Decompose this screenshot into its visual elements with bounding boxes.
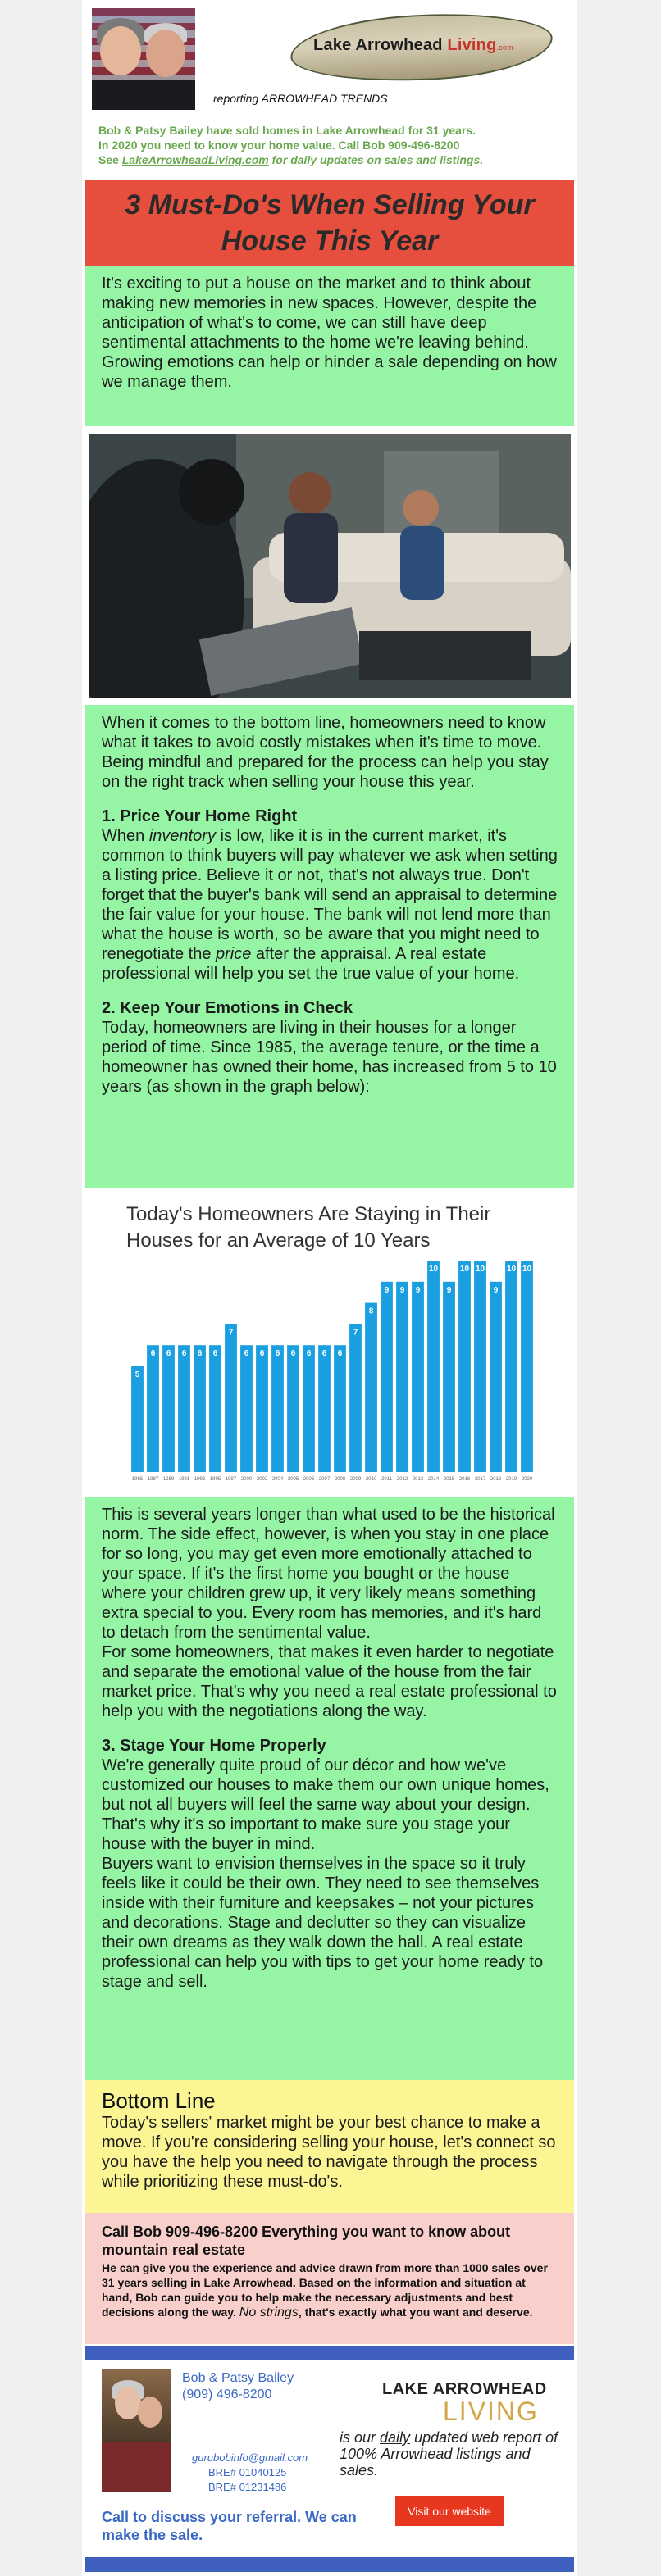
lake-arrowhead-living-logo[interactable]: Lake Arrowhead Living.com — [290, 8, 561, 84]
intro-section — [85, 266, 574, 426]
chart-bar — [474, 1261, 486, 1472]
chart-data-label: 6 — [150, 1349, 156, 1359]
stage-text-2: Buyers want to envision themselves in the space so it truly feels like it could be their own. They need to see themselves inside with their furniture and keepsakes – not your pictures and decorations. Stage and declutter so they can visualize their own dreams as they walk down the hall. A real estate professional can help you with tips to get your home ready to stage and sell. — [102, 1855, 544, 1991]
chart-data-label: 5 — [134, 1370, 140, 1379]
chart-bar — [194, 1345, 206, 1472]
intro-paragraph: It's exciting to put a house on the market and to think about making new memories in new spaces. However, despite the anticipation of what's to come, we can still have deep sentimental attachments to the home we're leaving behind. Growing emotions can help or hinder a sale depending on how we manage them. — [102, 275, 557, 391]
chart-tick-label: 2008 — [334, 1477, 346, 1482]
visit-website-button[interactable]: Visit our website — [395, 2496, 504, 2526]
chart-data-label: 10 — [459, 1265, 470, 1274]
chart-data-label: 10 — [428, 1265, 439, 1274]
chart-data-label: 9 — [493, 1285, 499, 1295]
divider-bar-bottom — [85, 2557, 574, 2572]
chart-bar — [318, 1345, 330, 1472]
chart-data-label: 10 — [475, 1265, 485, 1274]
chart-tick-label: 2006 — [303, 1477, 315, 1482]
chart-bar — [162, 1345, 175, 1472]
couple-meeting-photo — [89, 434, 571, 698]
chart-data-label: 7 — [228, 1328, 234, 1338]
header — [82, 0, 577, 180]
chart-bar — [443, 1282, 455, 1472]
chart-bar — [256, 1345, 268, 1472]
chart-data-label: 6 — [197, 1349, 203, 1359]
chart-bar — [147, 1345, 159, 1472]
chart-tick-label: 1997 — [225, 1477, 237, 1482]
chart-tick-label: 1985 — [131, 1477, 144, 1482]
bottom-line-text: Today's sellers' market might be your best chance to make a move. If you're considering selling your house, let's connect so you have the help you need to navigate through the process while prioritizing these must-do's. — [102, 2114, 556, 2191]
heading-emotions: 2. Keep Your Emotions in Check — [102, 999, 353, 1017]
footer-logo-top: LAKE ARROWHEAD — [382, 2380, 547, 2398]
chart-bar — [303, 1345, 315, 1472]
chart-tick-label: 1987 — [147, 1477, 159, 1482]
chart-bar — [521, 1261, 533, 1472]
chart-bar — [365, 1303, 377, 1472]
bottom-line-intro: When it comes to the bottom line, homeowners need to know what it takes to avoid costly mistakes when it's time to move. Being mindful and prepared for the process can help you stay on the right track when selling your house this year. — [102, 714, 549, 791]
chart-bar — [209, 1345, 221, 1472]
footer-bre-2: BRE# 01231486 — [208, 2481, 287, 2493]
chart-tick-label: 2002 — [256, 1477, 268, 1482]
chart-data-label: 6 — [306, 1349, 312, 1359]
chart-data-label: 6 — [290, 1349, 296, 1359]
chart-data-label: 6 — [337, 1349, 343, 1359]
chart-bar — [225, 1324, 237, 1472]
chart-tick-label: 2014 — [427, 1477, 440, 1482]
tenure-text-1: This is several years longer than what used to be the historical norm. The side effect, however, is when you stay in one place for so long, you may get even more emotionally attached to your space. If it's the first home you bought or the house where your children grew up, it very likely means something extra special to you. Every room has memories, and it's hard to detach from the sentimental value. — [102, 1506, 555, 1642]
bar-chart — [85, 1188, 574, 1492]
chart-bar — [427, 1261, 440, 1472]
main-section-1 — [85, 705, 574, 1188]
chart-data-label: 6 — [244, 1349, 249, 1359]
chart-tick-label: 2005 — [287, 1477, 299, 1482]
chart-bar — [396, 1282, 408, 1472]
footer — [85, 2360, 574, 2556]
chart-tick-label: 2011 — [381, 1477, 392, 1482]
chart-bar — [381, 1282, 393, 1472]
chart-tick-label: 2016 — [458, 1477, 471, 1482]
chart-tick-label: 2012 — [396, 1477, 408, 1482]
chart-data-label: 6 — [166, 1349, 171, 1359]
newsletter — [82, 0, 577, 2576]
chart-bar — [334, 1345, 346, 1472]
chart-title: Today's Homeowners Are Staying in Their Houses for an Average of 10 Years — [126, 1203, 491, 1252]
chart-bar — [131, 1366, 144, 1472]
footer-contact-name: Bob & Patsy Bailey (909) 496-8200 — [182, 2371, 294, 2401]
chart-bar — [271, 1345, 284, 1472]
chart-bar — [287, 1345, 299, 1472]
chart-data-label: 6 — [321, 1349, 327, 1359]
chart-tick-label: 1993 — [194, 1477, 206, 1482]
bottom-line-heading: Bottom Line — [102, 2088, 216, 2113]
chart-data-label: 10 — [522, 1265, 532, 1274]
chart-bar — [412, 1282, 424, 1472]
footer-phone[interactable]: (909) 496-8200 — [182, 2387, 272, 2401]
chart-data-label: 6 — [181, 1349, 187, 1359]
chart-tick-label: 2013 — [412, 1477, 424, 1482]
chart-tick-label: 2015 — [443, 1477, 455, 1482]
chart-tick-label: 2004 — [271, 1477, 284, 1482]
chart-bar — [505, 1261, 517, 1472]
chart-data-label: 9 — [384, 1285, 390, 1295]
chart-bar — [490, 1282, 502, 1472]
contact-heading: Call Bob 909-496-8200 Everything you want to know about mountain real estate — [102, 2224, 511, 2258]
chart-bar — [240, 1345, 253, 1472]
chart-tick-label: 2000 — [240, 1477, 253, 1482]
footer-tagline: is our daily updated web report of 100% Arrowhead listings and sales. — [340, 2429, 558, 2478]
chart-tick-label: 1995 — [209, 1477, 221, 1482]
contact-section — [85, 2213, 574, 2344]
main-section-2 — [85, 1497, 574, 2080]
chart-bar — [178, 1345, 190, 1472]
chart-tick-label: 2017 — [474, 1477, 486, 1482]
contact-text: He can give you the experience and advice drawn from more than 1000 sales over 31 years selling in Lake Arrowhead. Based on the information and situation at hand, Bob can guide you to help make the necessary adjustments and best decisions along the way. No strings, that's exactly what you want and deserve. — [102, 2261, 548, 2319]
footer-logo-bottom: LIVING — [443, 2397, 539, 2426]
chart-tick-label: 2009 — [349, 1477, 362, 1482]
chart-bar — [349, 1324, 362, 1472]
tenure-chart — [85, 1188, 574, 1492]
chart-data-label: 6 — [259, 1349, 265, 1359]
chart-tick-label: 2007 — [318, 1477, 330, 1482]
chart-data-label: 9 — [415, 1285, 421, 1295]
footer-call-text: Call to discuss your referral. We can make the sale. — [102, 2509, 357, 2543]
chart-data-label: 8 — [368, 1306, 374, 1316]
bailey-photo — [92, 8, 195, 110]
chart-data-label: 6 — [212, 1349, 218, 1359]
footer-bre-1: BRE# 01040125 — [208, 2466, 287, 2478]
website-link[interactable]: LakeArrowheadLiving.com — [121, 153, 269, 166]
bottom-line-section — [85, 2080, 574, 2213]
article-title: 3 Must-Do's When Selling Your House This Year — [125, 189, 535, 257]
chart-tick-label: 2018 — [490, 1477, 502, 1482]
chart-tick-label: 2010 — [365, 1477, 377, 1482]
heading-price-home: 1. Price Your Home Right — [102, 807, 298, 825]
tagline: reporting ARROWHEAD TRENDS — [213, 92, 388, 105]
chart-tick-label: 1991 — [178, 1477, 190, 1482]
chart-tick-label: 2019 — [505, 1477, 517, 1482]
chart-tick-label: 1989 — [162, 1477, 175, 1482]
tenure-text-2: For some homeowners, that makes it even harder to negotiate and separate the emotional value of the house from the fair market price. That's why you need a real estate professional to help you with the negotiations along the way. — [102, 1643, 557, 1720]
intro-text: Bob & Patsy Bailey have sold homes in Lake Arrowhead for 31 years. In 2020 you need to know your home value. Call Bob 909-496-8200 See LakeArrowheadLiving.com for daily updates on sales and listings. — [98, 124, 484, 166]
footer-email[interactable]: gurubobinfo@gmail.com — [192, 2451, 308, 2464]
chart-bar — [458, 1261, 471, 1472]
emotions-text: Today, homeowners are living in their houses for a longer period of time. Since 1985, the average tenure, or the time a homeowner has owned their home, has increased from 5 to 10 years (as shown in the graph below): — [102, 1019, 557, 1096]
chart-data-label: 9 — [399, 1285, 405, 1295]
divider-bar-top — [85, 2346, 574, 2360]
heading-stage-home: 3. Stage Your Home Properly — [102, 1737, 326, 1755]
chart-data-label: 7 — [353, 1328, 358, 1338]
chart-data-label: 10 — [506, 1265, 517, 1274]
chart-data-label: 6 — [275, 1349, 280, 1359]
price-home-text: When inventory is low, like it is in the current market, it's common to think buyers will pay whatever we ask when setting a listing price. Believe it or not, that's not always true. Don't forget that the buyer's bank will send an appraisal to determine the fair value for your house. The bank will not lend more than what the house is worth, so be aware that you might need to renegotiate the price after the appraisal. A real estate professional will help you set the true value of your home. — [102, 827, 558, 983]
chart-data-label: 9 — [446, 1285, 452, 1295]
article-title-box — [85, 180, 574, 266]
chart-tick-label: 2020 — [521, 1477, 533, 1482]
footer-bailey-photo — [102, 2369, 171, 2492]
stage-text-1: We're generally quite proud of our décor and how we've customized our houses to make them our own unique homes, but not all buyers will feel the same way about your design. That's why it's so important to make sure you stage your house with the buyer in mind. — [102, 1756, 549, 1853]
